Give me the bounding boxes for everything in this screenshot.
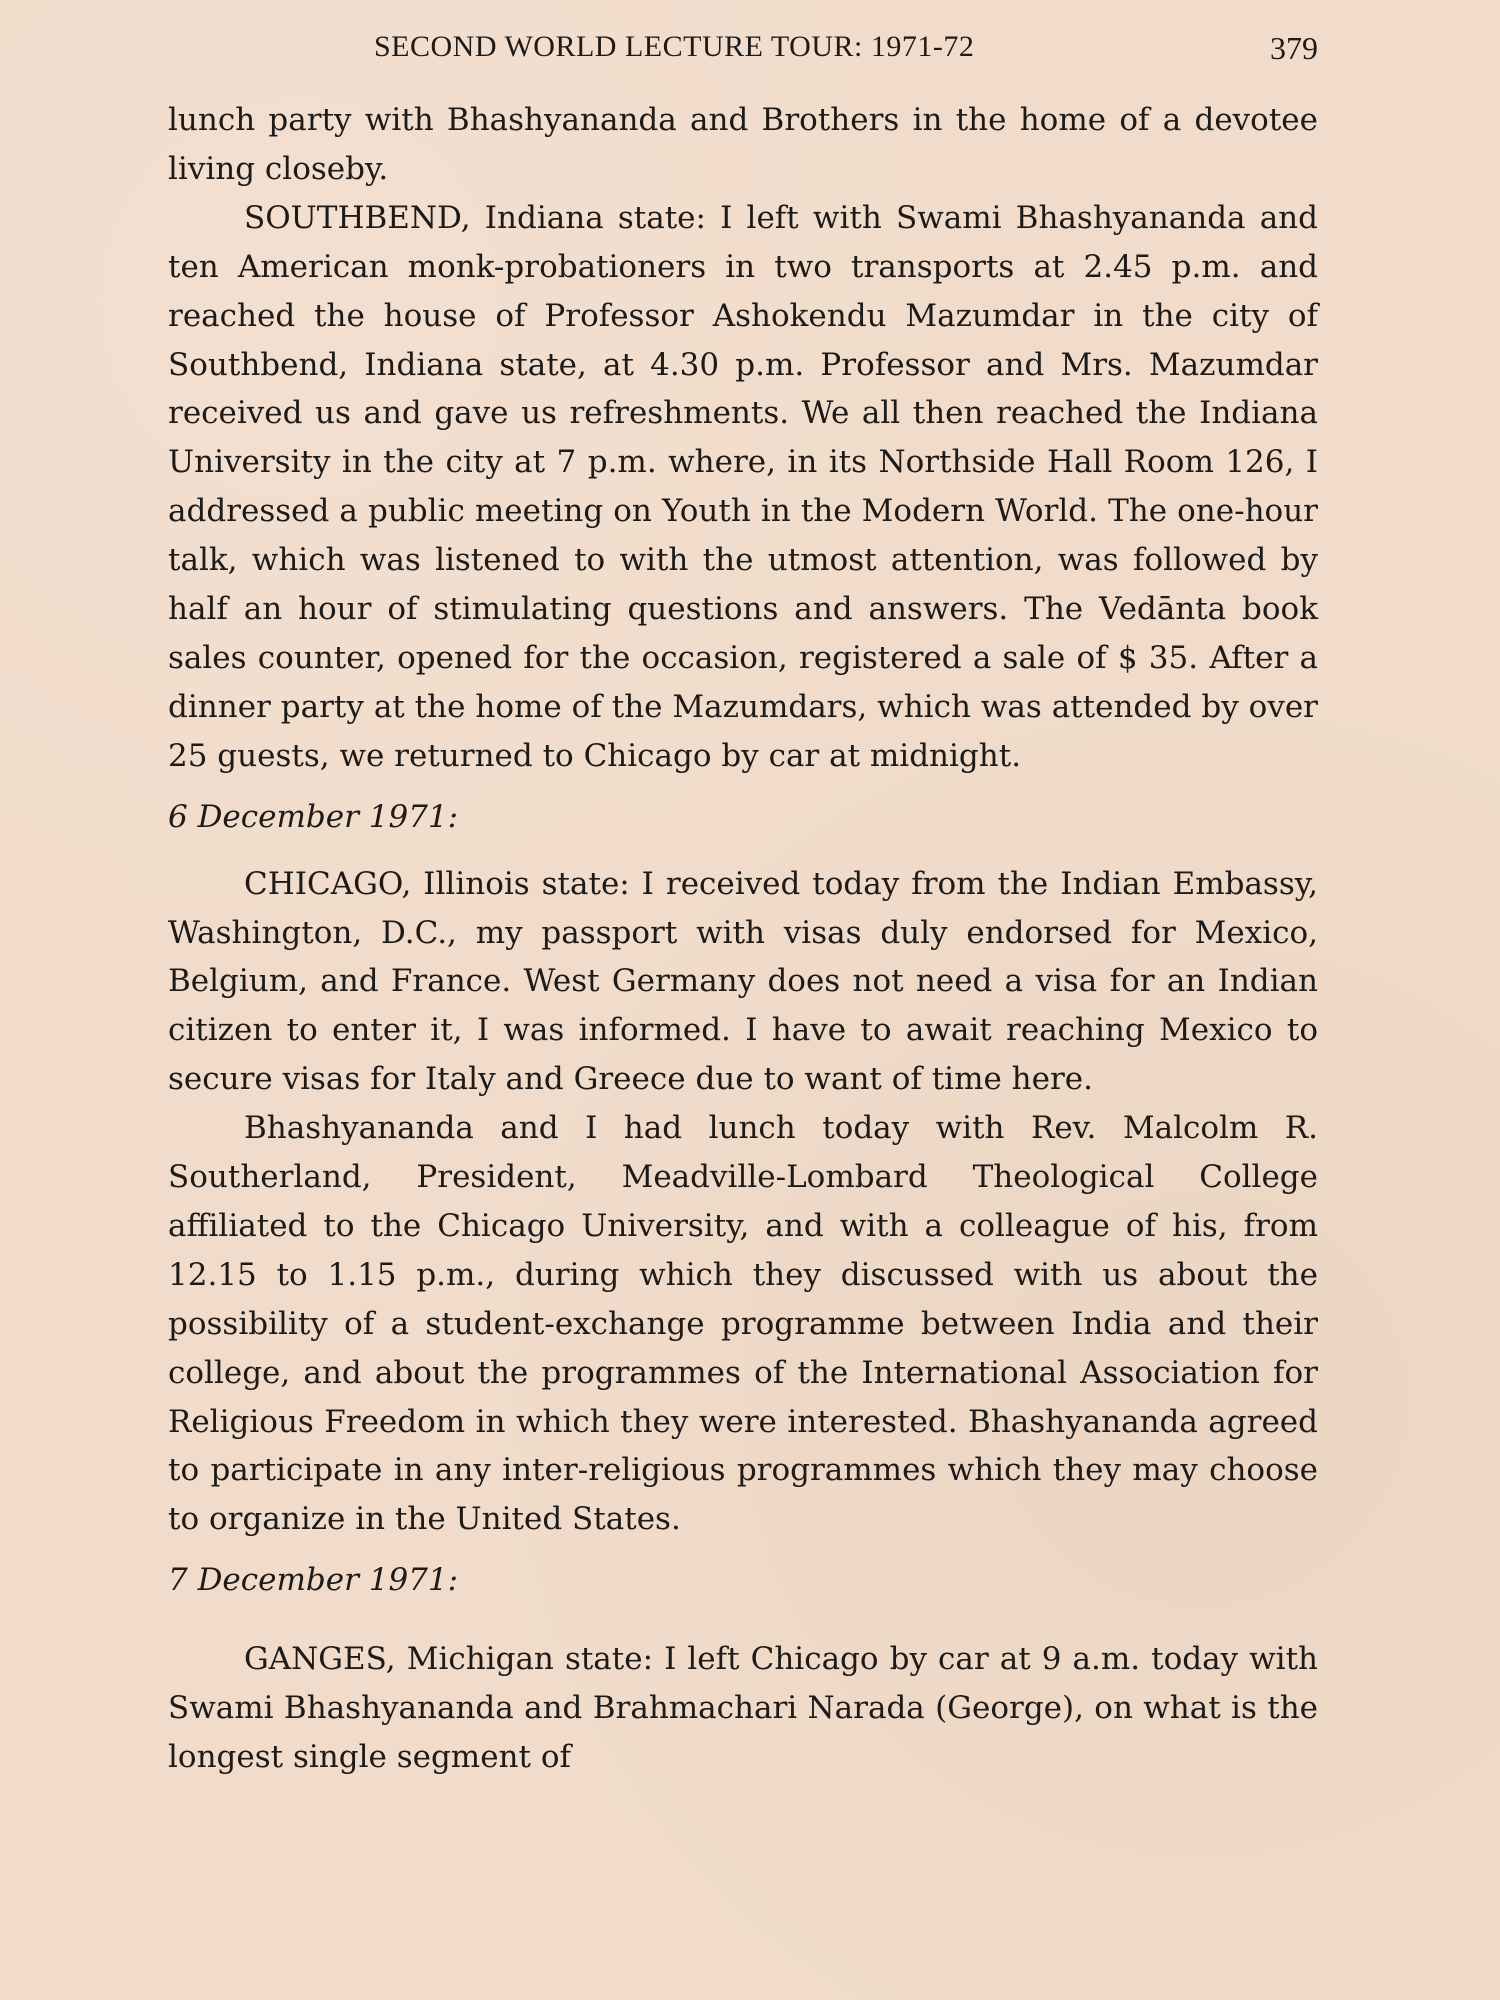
section-spacer	[168, 1623, 1318, 1635]
page-content	[168, 96, 1318, 1782]
paragraph-2: SOUTHBEND, Indiana state: I left with Swami Bhashyananda and ten American monk-probationers in two transports at 2.45 p.m. and reached the house of Professor Ashokendu Mazumdar in the city of Southbend, Indiana state, at 4.30 p.m. Professor and Mrs. Mazumdar received us and gave us refreshments. We all then reached the Indiana University in the city at 7 p.m. where, in its Northside Hall Room 126, I addressed a public meeting on Youth in the Modern World. The one-hour talk, which was listened to with the utmost attention, was followed by half an hour of stimulating questions and answers. The Vedānta book sales counter, opened for the occasion, registered a sale of $ 35. After a dinner party at the home of the Mazumdars, which was attended by over 25 guests, we returned to Chicago by car at midnight.	[168, 199, 1318, 774]
page-number: 379	[1270, 30, 1318, 66]
page-header	[374, 24, 1318, 74]
date-heading-1: 6 December 1971:	[168, 798, 459, 835]
paragraph-3: CHICAGO, Illinois state: I received today from the Indian Embassy, Washington, D.C., my passport with visas duly endorsed for Mexico, Belgium, and France. West Germany does not need a visa for an Indian citizen to enter it, I was informed. I have to await reaching Mexico to secure visas for Italy and Greece due to want of time here.	[168, 865, 1318, 1098]
date-heading-2: 7 December 1971:	[168, 1562, 459, 1599]
paragraph-4: Bhashyananda and I had lunch today with Rev. Malcolm R. Southerland, President, Meadville-Lombard Theological College affiliated to the Chicago University, and with a colleague of his, from 12.15 to 1.15 p.m., during which they discussed with us about the possibility of a student-exchange programme between India and their college, and about the programmes of the International Association for Religious Freedom in which they were interested. Bhashyananda agreed to participate in any inter-religious programmes which they may choose to organize in the United States.	[168, 1110, 1318, 1538]
paragraph-1: lunch party with Bhashyananda and Brothers in the home of a devotee living closeby.	[168, 102, 1318, 187]
paragraph-5: GANGES, Michigan state: I left Chicago by car at 9 a.m. today with Swami Bhashyananda and Brahmachari Narada (George), on what is the longest single segment of	[168, 1641, 1318, 1775]
running-head: SECOND WORLD LECTURE TOUR: 1971-72	[374, 30, 975, 63]
